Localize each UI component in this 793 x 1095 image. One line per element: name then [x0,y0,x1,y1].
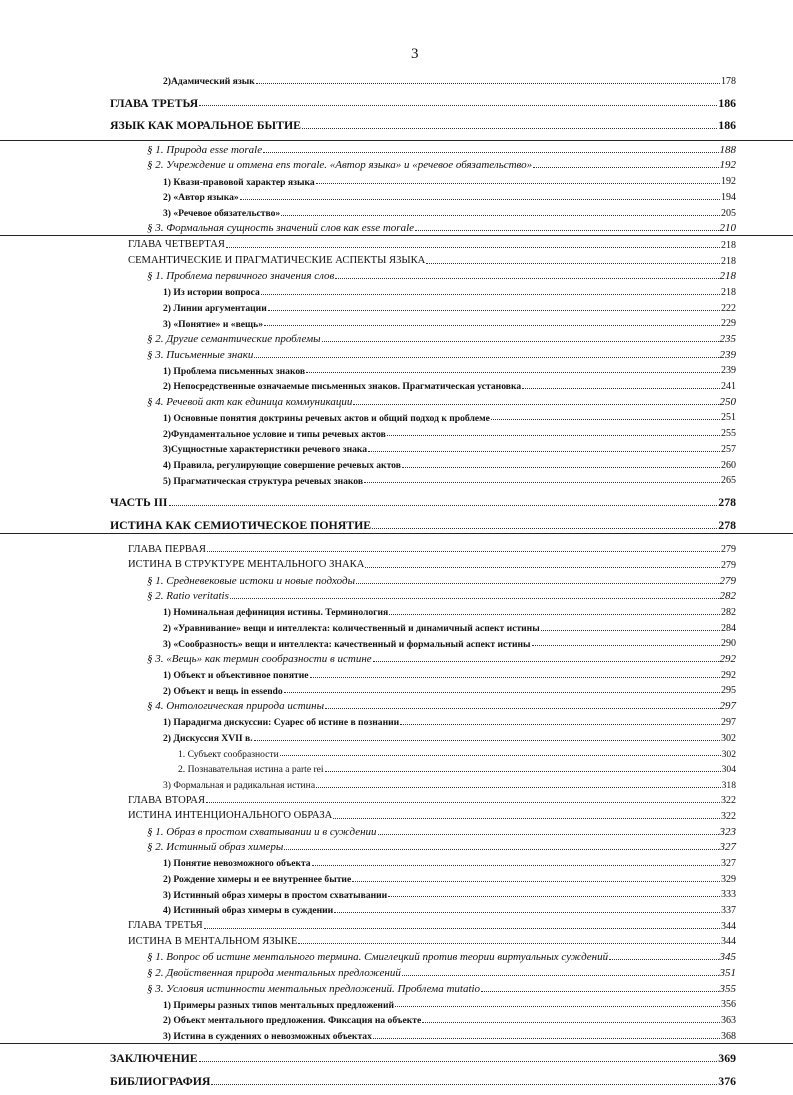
toc-entry [0,393,793,409]
toc-entry-title: § 2. Другие семантические проблемы [147,333,321,345]
toc-entry-title: 5) Прагматическая структура речевых знаков [163,475,364,487]
toc-entry-title: 3) «Сообразность» вещи и интеллекта: качественный и формальный аспект истины [163,638,531,650]
toc-entry-page: 282 [721,607,736,618]
toc-entry [0,776,793,792]
toc-entry-title: 1) Объект и объективное понятие [163,670,309,682]
toc-entry-page: 327 [719,841,736,854]
dot-leader [400,724,720,725]
toc-entry-page: 282 [719,590,736,603]
toc-entry-title: ГЛАВА ТРЕТЬЯ [128,920,203,932]
toc-entry [0,157,793,173]
toc-entry-page: 355 [719,982,736,995]
dot-leader [263,152,718,153]
dot-leader [533,167,718,168]
toc-entry-page: 178 [721,75,736,87]
dot-leader [378,834,719,835]
toc-entry [0,807,793,823]
toc-entry-page: 323 [719,825,736,838]
toc-entry [0,823,793,839]
dot-leader [261,294,720,295]
toc-entry-title: СЕМАНТИЧЕСКИЕ И ПРАГМАТИЧЕСКИЕ АСПЕКТЫ ЯЗЫКА [128,254,426,266]
toc-entry-title: БИБЛИОГРАФИЯ [110,1074,211,1089]
toc-entry [0,424,793,440]
dot-leader [334,912,720,913]
dot-leader [365,567,720,568]
dot-leader [256,83,720,84]
dot-leader [206,802,720,803]
toc-entry-title: 3)Сущностные характеристики речевого знака [163,444,368,456]
toc-entry [0,682,793,698]
toc-entry-title: § 1. Вопрос об истине ментального термина. Смиглецкий против теории виртуальных суждений [147,951,609,964]
toc-entry [0,472,793,488]
toc-entry [0,95,793,111]
toc-entry [0,948,793,964]
dot-leader [280,755,721,756]
toc-entry-title: § 1. Проблема первичного значения слов [147,270,335,283]
toc-entry-title: 2) Рождение химеры и ее внутреннее бытие [163,874,352,886]
toc-entry-page: 292 [719,653,736,666]
dot-leader [284,692,720,693]
toc-entry [0,870,793,886]
toc-entry-title: 2. Познавательная истина a parte rei [178,764,324,776]
toc-entry-title: § 3. Условия истинности ментальных предложений. Проблема mutatio [147,982,481,995]
toc-entry [0,377,793,393]
dot-leader [316,183,720,184]
toc-entry-page: 368 [721,1030,736,1042]
dot-leader [310,677,720,678]
dot-leader [264,325,720,326]
toc-entry [0,517,793,534]
toc-entry-page: 192 [721,176,736,188]
toc-entry-title: 4) Истинный образ химеры в суждении [163,905,334,917]
toc-entry-title: 3) Истинный образ химеры в простом схватывании [163,889,388,901]
toc-entry-page: 329 [721,873,736,885]
toc-entry-page: 279 [721,544,736,556]
toc-entry-page: 265 [721,475,736,487]
toc-entry-page: 188 [719,143,736,156]
toc-entry-title: 2) Дискуссия XVII в. [163,732,253,744]
toc-entry [0,854,793,870]
toc-entry-page: 251 [721,412,736,424]
dot-leader [333,818,720,819]
toc-entry-page: 222 [721,302,736,314]
toc-entry-title: ГЛАВА ВТОРАЯ [128,794,206,806]
toc-entry [0,588,793,604]
toc-entry [0,409,793,425]
toc-entry-title: 2)Фундаментальное условие и типы речевых актов [163,428,386,440]
dot-leader [199,1061,718,1062]
toc-entry-page: 322 [721,795,736,807]
toc-entry-page: 218 [721,239,736,251]
toc-entry [0,456,793,472]
toc-entry [0,1073,793,1089]
toc-entry-page: 229 [721,318,736,330]
toc-entry-title: § 2. Истинный образ химеры [147,841,284,854]
toc-entry-title: 3) Формальная и радикальная истина [163,779,316,791]
dot-leader [609,959,718,960]
toc-entry [0,140,793,157]
dot-leader [532,645,720,646]
dot-leader [204,928,720,929]
dot-leader [254,357,718,358]
dot-leader [389,614,720,615]
dot-leader [268,310,720,311]
toc-entry-page: 192 [719,159,736,172]
toc-entry-title: ИСТИНА ИНТЕНЦИОНАЛЬНОГО ОБРАЗА [128,810,333,822]
toc-entry [0,220,793,236]
dot-leader [284,849,718,850]
dot-leader [522,388,720,389]
toc-entry-page: 302 [721,732,736,744]
toc-entry-page: 279 [721,559,736,571]
toc-entry-title: 1) Понятие невозможного объекта [163,858,311,870]
dot-leader [316,787,721,788]
toc-entry [0,666,793,682]
toc-entry-page: 322 [721,810,736,822]
toc-entry-title: 1) Номинальная дефиниция истины. Терминология [163,607,389,619]
dot-leader [312,865,720,866]
toc-entry [0,541,793,557]
dot-leader [230,598,719,599]
toc-entry-title: § 3. Формальная сущность значений слов как esse morale [147,222,415,235]
toc-entry-page: 337 [721,905,736,917]
toc-entry-title: 2) «Автор языка» [163,192,239,204]
toc-entry [0,933,793,949]
dot-leader [298,943,720,944]
toc-entry-page: 278 [718,495,736,510]
toc-entry-page: 250 [719,395,736,408]
toc-entry [0,760,793,776]
dot-leader [426,263,720,264]
toc-entry-page: 284 [721,622,736,634]
toc-entry-title: ГЛАВА ПЕРВАЯ [128,543,206,555]
toc-entry-title: ИСТИНА КАК СЕМИОТИЧЕСКОЕ ПОНЯТИЕ [110,517,372,532]
toc-entry [0,1011,793,1027]
toc-entry-title: 1) Примеры разных типов ментальных предложений [163,999,394,1011]
toc-entry-page: 218 [721,255,736,267]
toc-entry-page: 344 [721,920,736,932]
toc-entry-title: § 2. Учреждение и отмена ens morale. «Автор языка» и «речевое обязательство» [147,159,533,172]
dot-leader [402,975,719,976]
dot-leader [254,740,720,741]
toc-entry [0,72,793,88]
toc-entry-title: 2) Линии аргументации [163,303,267,315]
toc-entry-page: 302 [721,748,736,760]
toc-entry-title: § 1. Природа esse morale [147,143,263,156]
toc-entry-page: 297 [721,716,736,728]
toc-entry-title: ЗАКЛЮЧЕНИЕ [110,1051,198,1066]
toc-entry-page: 205 [721,207,736,219]
toc-entry [0,619,793,635]
dot-leader [372,528,717,529]
toc-entry [0,315,793,331]
toc-entry [0,572,793,588]
toc-entry [0,440,793,456]
toc-entry-page: 218 [719,270,736,283]
toc-entry-page: 304 [721,764,736,776]
dot-leader [402,467,720,468]
toc-entry [0,268,793,284]
toc-entry-page: 356 [721,999,736,1011]
toc-entry-page: 239 [721,365,736,377]
dot-leader [240,199,720,200]
toc-entry-title: § 4. Речевой акт как единица коммуникации [147,395,353,408]
toc-entry-title: 3) «Речевое обязательство» [163,207,281,219]
toc-entry [0,635,793,651]
toc-entry-page: 351 [719,966,736,979]
toc-entry [0,980,793,996]
toc-entry-title: ГЛАВА ЧЕТВЕРТАЯ [128,239,225,251]
toc-entry-page: 186 [718,118,736,133]
toc-entry [0,1051,793,1067]
toc-entry [0,917,793,933]
dot-leader [364,482,720,483]
toc-entry-page: 257 [721,443,736,455]
toc-entry [0,996,793,1012]
toc-entry-page: 186 [718,95,736,110]
toc-entry-title: 1) Основные понятия доктрины речевых актов и общий подход к проблеме [163,412,490,424]
toc-entry [0,964,793,980]
dot-leader [373,661,719,662]
toc-entry-page: 210 [719,222,736,235]
toc-entry-page: 292 [721,669,736,681]
toc-entry-page: 241 [721,381,736,393]
dot-leader [335,278,718,279]
toc-entry [0,603,793,619]
dot-leader [226,247,720,248]
toc-entry [0,745,793,761]
toc-entry [0,252,793,268]
toc-entry-title: § 1. Средневековые истоки и новые подходы [147,574,356,587]
dot-leader [199,105,717,106]
toc-entry-title: 2)Адамический язык [163,76,255,88]
toc-entry-title: § 1. Образ в простом схватывании и в суждении [147,825,377,838]
toc-entry-title: 1) Парадигма дискуссии: Суарес об истине в познании [163,717,400,729]
toc-entry [0,346,793,362]
toc-entry [0,729,793,745]
toc-entry-title: ИСТИНА В СТРУКТУРЕ МЕНТАЛЬНОГО ЗНАКА [128,559,365,571]
toc-entry-page: 327 [721,858,736,869]
toc-entry [0,204,793,220]
dot-leader [368,451,720,452]
toc-entry [0,299,793,315]
dot-leader [415,230,718,231]
toc-entry-page: 376 [718,1074,736,1089]
toc-entry-page: 295 [721,685,736,697]
toc-entry-page: 333 [721,889,736,901]
toc-entry-title: 4) Правила, регулирующие совершение речевых актов [163,459,401,471]
toc-entry-page: 239 [719,348,736,361]
toc-entry-page: 297 [719,700,736,713]
dot-leader [356,583,718,584]
toc-entry-page: 344 [721,936,736,948]
toc-entry-title: 3) Истина в суждениях о невозможных объектах [163,1030,372,1042]
toc-entry-title: ЧАСТЬ III [110,495,168,510]
toc-entry-page: 278 [718,517,736,532]
dot-leader [352,881,720,882]
toc-entry-page: 369 [718,1051,736,1066]
toc-entry-page: 318 [721,779,736,791]
toc-entry-page: 290 [721,638,736,650]
toc-entry-title: ЯЗЫК КАК МОРАЛЬНОЕ БЫТИЕ [110,118,301,133]
toc-entry-page: 255 [721,428,736,440]
toc-entry [0,117,793,133]
dot-leader [422,1022,720,1023]
toc-entry-title: 2) «Уравнивание» вещи и интеллекта: количественный и динамичный аспект истины [163,623,540,635]
toc-entry [0,172,793,188]
toc-entry-title: 1. Субъект сообразности [178,748,279,760]
page-number: 3 [411,46,419,62]
toc-entry-title: § 2. Двойственная природа ментальных предложений [147,966,401,979]
dot-leader [373,1038,720,1039]
toc-entry-page: 363 [721,1014,736,1026]
toc-entry-page: 194 [721,191,736,203]
dot-leader [211,1084,717,1085]
toc-entry [0,556,793,572]
table-of-contents [0,72,793,1089]
toc-entry [0,713,793,729]
dot-leader [322,341,719,342]
dot-leader [481,991,718,992]
toc-entry-title: 3) «Понятие» и «вещь» [163,318,263,330]
dot-leader [541,630,720,631]
toc-entry-title: 2) Объект и вещь in essendo [163,685,283,697]
dot-leader [207,551,720,552]
toc-entry-page: 279 [719,574,736,587]
toc-entry-title: § 2. Ratio veritatis [147,590,229,603]
toc-entry-title: § 4. Онтологическая природа истины [147,700,325,713]
toc-entry [0,362,793,378]
dot-leader [325,771,721,772]
dot-leader [302,128,717,129]
dot-leader [387,435,720,436]
toc-entry-title: § 3. Письменные знаки [147,348,254,361]
toc-entry [0,697,793,713]
toc-entry [0,235,793,252]
toc-entry [0,188,793,204]
toc-entry [0,494,793,510]
toc-entry-title: 2) Непосредственные означаемые письменных знаков. Прагматическая установка [163,381,522,393]
toc-entry-page: 345 [719,951,736,964]
toc-entry-page: 260 [721,459,736,471]
toc-entry-title: ГЛАВА ТРЕТЬЯ [110,95,199,110]
dot-leader [325,708,718,709]
toc-entry-page: 235 [719,333,736,345]
toc-entry [0,1027,793,1044]
dot-leader [388,896,720,897]
toc-entry [0,330,793,346]
toc-entry-title: § 3. «Вещь» как термин сообразности в истине [147,653,372,666]
toc-entry [0,650,793,666]
dot-leader [395,1006,720,1007]
toc-entry-page: 218 [721,286,736,298]
toc-entry [0,901,793,917]
toc-entry-title: 1) Из истории вопроса [163,287,260,299]
dot-leader [353,404,718,405]
dot-leader [491,419,720,420]
toc-entry-title: 2) Объект ментального предложения. Фиксация на объекте [163,1015,422,1027]
toc-entry [0,283,793,299]
dot-leader [281,215,720,216]
toc-entry-title: 1) Квази-правовой характер языка [163,176,315,188]
toc-entry-title: ИСТИНА В МЕНТАЛЬНОМ ЯЗЫКЕ [128,935,298,947]
dot-leader [306,372,720,373]
dot-leader [169,505,718,506]
toc-entry-title: 1) Проблема письменных знаков [163,365,306,377]
toc-entry [0,839,793,855]
toc-entry [0,886,793,902]
toc-entry [0,792,793,808]
